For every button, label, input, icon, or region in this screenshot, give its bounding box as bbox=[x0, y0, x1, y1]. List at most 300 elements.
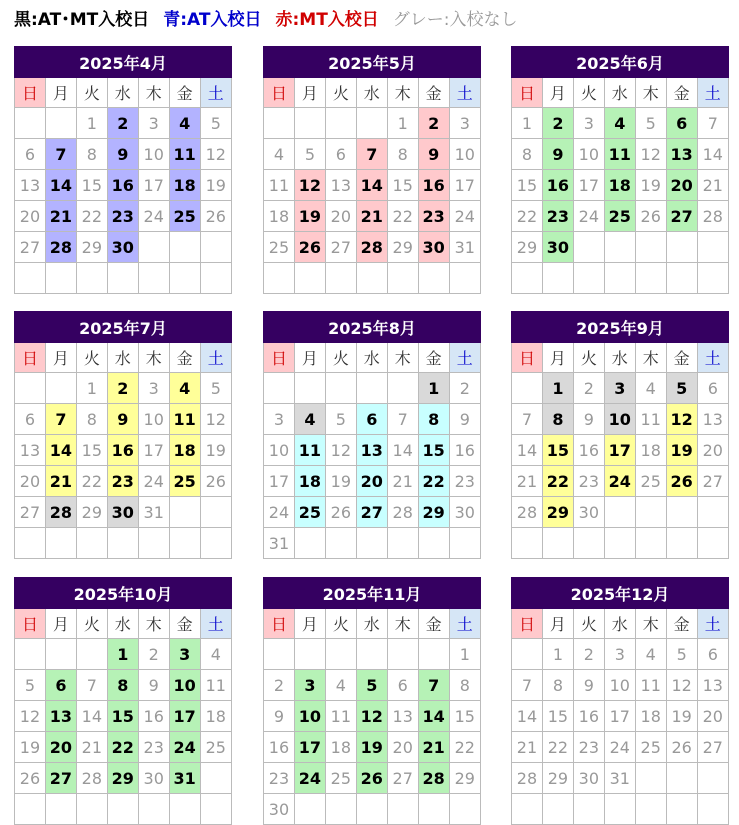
day-cell: 10 bbox=[573, 139, 604, 170]
day-cell: 22 bbox=[512, 201, 543, 232]
legend bbox=[14, 6, 532, 34]
day-cell: 18 bbox=[635, 435, 666, 466]
legend-item: 青:AT入校日 bbox=[163, 10, 262, 30]
day-cell: 11 bbox=[169, 404, 200, 435]
day-cell: 20 bbox=[697, 435, 728, 466]
day-cell: 6 bbox=[666, 108, 697, 139]
day-cell: 16 bbox=[573, 435, 604, 466]
day-cell: 4 bbox=[635, 373, 666, 404]
day-cell: 4 bbox=[325, 670, 356, 701]
day-cell: 6 bbox=[356, 404, 387, 435]
day-cell: 7 bbox=[512, 404, 543, 435]
weekday-header: 木 bbox=[387, 78, 418, 108]
weekday-header: 土 bbox=[200, 343, 231, 373]
weekday-header: 水 bbox=[107, 78, 138, 108]
day-cell: 23 bbox=[418, 201, 449, 232]
day-cell: 2 bbox=[264, 670, 295, 701]
weekday-header: 金 bbox=[666, 343, 697, 373]
day-cell bbox=[325, 528, 356, 559]
day-cell bbox=[138, 232, 169, 263]
day-cell: 29 bbox=[542, 763, 573, 794]
day-cell: 12 bbox=[635, 139, 666, 170]
day-cell: 24 bbox=[573, 201, 604, 232]
weekday-header: 火 bbox=[76, 343, 107, 373]
day-cell bbox=[138, 794, 169, 825]
month-title: 2025年10月 bbox=[15, 578, 232, 609]
day-cell: 18 bbox=[294, 466, 325, 497]
day-cell bbox=[666, 232, 697, 263]
day-cell: 28 bbox=[387, 497, 418, 528]
day-cell: 14 bbox=[697, 139, 728, 170]
month-title: 2025年8月 bbox=[264, 312, 481, 343]
day-cell: 14 bbox=[387, 435, 418, 466]
day-cell bbox=[76, 794, 107, 825]
day-cell bbox=[666, 497, 697, 528]
day-cell: 18 bbox=[264, 201, 295, 232]
day-cell bbox=[387, 528, 418, 559]
day-cell: 30 bbox=[138, 763, 169, 794]
day-cell: 28 bbox=[76, 763, 107, 794]
day-cell: 15 bbox=[107, 701, 138, 732]
day-cell: 22 bbox=[387, 201, 418, 232]
month-title: 2025年11月 bbox=[264, 578, 481, 609]
day-cell: 27 bbox=[356, 497, 387, 528]
day-cell: 31 bbox=[169, 763, 200, 794]
day-cell bbox=[294, 108, 325, 139]
month-calendar bbox=[511, 577, 729, 825]
weekday-header: 木 bbox=[138, 343, 169, 373]
day-cell: 24 bbox=[449, 201, 480, 232]
day-cell: 25 bbox=[635, 732, 666, 763]
day-cell bbox=[107, 794, 138, 825]
day-cell bbox=[45, 528, 76, 559]
month-calendar bbox=[511, 46, 729, 294]
weekday-header: 土 bbox=[449, 609, 480, 639]
day-cell: 9 bbox=[542, 139, 573, 170]
day-cell: 16 bbox=[573, 701, 604, 732]
day-cell: 2 bbox=[107, 108, 138, 139]
day-cell: 12 bbox=[200, 139, 231, 170]
day-cell: 22 bbox=[107, 732, 138, 763]
legend-item: 赤:MT入校日 bbox=[275, 10, 379, 30]
day-cell: 14 bbox=[356, 170, 387, 201]
day-cell bbox=[635, 794, 666, 825]
day-cell bbox=[542, 794, 573, 825]
day-cell: 7 bbox=[418, 670, 449, 701]
day-cell bbox=[666, 528, 697, 559]
day-cell bbox=[356, 108, 387, 139]
day-cell bbox=[697, 232, 728, 263]
day-cell: 2 bbox=[573, 373, 604, 404]
weekday-header: 日 bbox=[264, 78, 295, 108]
day-cell: 16 bbox=[107, 435, 138, 466]
day-cell: 13 bbox=[387, 701, 418, 732]
weekday-header: 水 bbox=[604, 78, 635, 108]
day-cell: 23 bbox=[449, 466, 480, 497]
day-cell: 27 bbox=[697, 466, 728, 497]
day-cell: 28 bbox=[418, 763, 449, 794]
day-cell bbox=[45, 263, 76, 294]
day-cell: 6 bbox=[45, 670, 76, 701]
day-cell: 19 bbox=[356, 732, 387, 763]
day-cell: 12 bbox=[356, 701, 387, 732]
day-cell: 25 bbox=[264, 232, 295, 263]
day-cell bbox=[573, 263, 604, 294]
weekday-header: 水 bbox=[107, 609, 138, 639]
day-cell: 4 bbox=[169, 373, 200, 404]
day-cell: 18 bbox=[169, 435, 200, 466]
day-cell: 24 bbox=[138, 201, 169, 232]
day-cell: 5 bbox=[666, 639, 697, 670]
day-cell bbox=[604, 794, 635, 825]
day-cell: 9 bbox=[573, 404, 604, 435]
day-cell: 22 bbox=[542, 466, 573, 497]
day-cell: 30 bbox=[418, 232, 449, 263]
day-cell bbox=[356, 528, 387, 559]
day-cell bbox=[200, 263, 231, 294]
day-cell: 28 bbox=[45, 497, 76, 528]
day-cell bbox=[294, 263, 325, 294]
day-cell: 16 bbox=[138, 701, 169, 732]
day-cell: 3 bbox=[169, 639, 200, 670]
day-cell: 8 bbox=[76, 139, 107, 170]
weekday-header: 木 bbox=[635, 78, 666, 108]
day-cell: 6 bbox=[325, 139, 356, 170]
day-cell: 4 bbox=[635, 639, 666, 670]
day-cell: 6 bbox=[15, 139, 46, 170]
day-cell: 5 bbox=[200, 373, 231, 404]
day-cell bbox=[294, 373, 325, 404]
day-cell bbox=[325, 794, 356, 825]
day-cell bbox=[45, 108, 76, 139]
day-cell: 24 bbox=[604, 732, 635, 763]
day-cell: 3 bbox=[604, 639, 635, 670]
day-cell: 8 bbox=[418, 404, 449, 435]
day-cell: 29 bbox=[449, 763, 480, 794]
day-cell bbox=[512, 373, 543, 404]
day-cell: 26 bbox=[666, 732, 697, 763]
day-cell: 7 bbox=[76, 670, 107, 701]
day-cell: 6 bbox=[15, 404, 46, 435]
day-cell bbox=[697, 794, 728, 825]
day-cell: 8 bbox=[76, 404, 107, 435]
day-cell bbox=[356, 263, 387, 294]
day-cell: 29 bbox=[76, 497, 107, 528]
day-cell: 11 bbox=[635, 670, 666, 701]
day-cell bbox=[418, 528, 449, 559]
day-cell: 13 bbox=[697, 670, 728, 701]
day-cell bbox=[697, 263, 728, 294]
day-cell: 8 bbox=[542, 404, 573, 435]
day-cell bbox=[15, 263, 46, 294]
weekday-header: 月 bbox=[294, 343, 325, 373]
day-cell: 28 bbox=[356, 232, 387, 263]
day-cell: 28 bbox=[45, 232, 76, 263]
day-cell: 9 bbox=[573, 670, 604, 701]
weekday-header: 火 bbox=[325, 343, 356, 373]
day-cell: 30 bbox=[573, 497, 604, 528]
day-cell: 29 bbox=[512, 232, 543, 263]
day-cell: 27 bbox=[325, 232, 356, 263]
day-cell: 7 bbox=[512, 670, 543, 701]
legend-item: グレー:入校なし bbox=[392, 10, 518, 30]
month-calendar bbox=[14, 577, 232, 825]
day-cell: 15 bbox=[418, 435, 449, 466]
day-cell bbox=[697, 497, 728, 528]
day-cell: 9 bbox=[264, 701, 295, 732]
day-cell: 14 bbox=[512, 701, 543, 732]
month-calendar bbox=[14, 311, 232, 559]
day-cell: 1 bbox=[387, 108, 418, 139]
day-cell: 12 bbox=[325, 435, 356, 466]
day-cell: 25 bbox=[200, 732, 231, 763]
day-cell: 18 bbox=[635, 701, 666, 732]
day-cell: 18 bbox=[604, 170, 635, 201]
day-cell: 19 bbox=[294, 201, 325, 232]
weekday-header: 土 bbox=[200, 609, 231, 639]
day-cell: 13 bbox=[45, 701, 76, 732]
day-cell bbox=[15, 794, 46, 825]
day-cell: 1 bbox=[542, 373, 573, 404]
day-cell bbox=[169, 497, 200, 528]
day-cell: 25 bbox=[169, 201, 200, 232]
weekday-header: 日 bbox=[264, 609, 295, 639]
day-cell: 20 bbox=[45, 732, 76, 763]
day-cell bbox=[200, 763, 231, 794]
day-cell: 17 bbox=[169, 701, 200, 732]
day-cell: 7 bbox=[387, 404, 418, 435]
day-cell bbox=[512, 639, 543, 670]
day-cell bbox=[169, 528, 200, 559]
day-cell: 22 bbox=[449, 732, 480, 763]
day-cell bbox=[76, 639, 107, 670]
day-cell: 19 bbox=[635, 170, 666, 201]
day-cell: 4 bbox=[169, 108, 200, 139]
day-cell bbox=[45, 373, 76, 404]
day-cell: 2 bbox=[418, 108, 449, 139]
day-cell bbox=[138, 263, 169, 294]
day-cell: 29 bbox=[418, 497, 449, 528]
day-cell: 8 bbox=[512, 139, 543, 170]
weekday-header: 月 bbox=[542, 78, 573, 108]
day-cell bbox=[356, 639, 387, 670]
day-cell: 1 bbox=[76, 108, 107, 139]
day-cell: 3 bbox=[573, 108, 604, 139]
day-cell: 5 bbox=[356, 670, 387, 701]
day-cell: 24 bbox=[169, 732, 200, 763]
day-cell: 17 bbox=[449, 170, 480, 201]
day-cell: 8 bbox=[449, 670, 480, 701]
day-cell: 27 bbox=[697, 732, 728, 763]
day-cell: 5 bbox=[666, 373, 697, 404]
day-cell bbox=[264, 373, 295, 404]
weekday-header: 金 bbox=[169, 609, 200, 639]
day-cell: 21 bbox=[356, 201, 387, 232]
day-cell bbox=[356, 373, 387, 404]
day-cell: 26 bbox=[200, 466, 231, 497]
day-cell: 17 bbox=[294, 732, 325, 763]
day-cell bbox=[15, 108, 46, 139]
day-cell bbox=[512, 528, 543, 559]
day-cell bbox=[512, 263, 543, 294]
day-cell: 15 bbox=[542, 701, 573, 732]
day-cell: 26 bbox=[15, 763, 46, 794]
day-cell: 21 bbox=[512, 466, 543, 497]
day-cell: 13 bbox=[15, 170, 46, 201]
weekday-header: 火 bbox=[573, 609, 604, 639]
day-cell: 4 bbox=[200, 639, 231, 670]
day-cell bbox=[294, 528, 325, 559]
day-cell: 28 bbox=[512, 497, 543, 528]
weekday-header: 水 bbox=[107, 343, 138, 373]
day-cell bbox=[635, 232, 666, 263]
day-cell: 5 bbox=[200, 108, 231, 139]
day-cell bbox=[107, 263, 138, 294]
day-cell: 20 bbox=[356, 466, 387, 497]
day-cell: 25 bbox=[169, 466, 200, 497]
weekday-header: 日 bbox=[512, 78, 543, 108]
day-cell: 1 bbox=[418, 373, 449, 404]
day-cell: 4 bbox=[294, 404, 325, 435]
day-cell: 19 bbox=[200, 435, 231, 466]
day-cell bbox=[325, 639, 356, 670]
month-title: 2025年4月 bbox=[15, 47, 232, 78]
day-cell: 10 bbox=[264, 435, 295, 466]
day-cell bbox=[169, 794, 200, 825]
day-cell: 19 bbox=[15, 732, 46, 763]
day-cell: 14 bbox=[45, 170, 76, 201]
month-title: 2025年6月 bbox=[512, 47, 729, 78]
day-cell: 17 bbox=[604, 701, 635, 732]
day-cell: 21 bbox=[512, 732, 543, 763]
day-cell: 26 bbox=[356, 763, 387, 794]
day-cell: 14 bbox=[418, 701, 449, 732]
day-cell: 18 bbox=[325, 732, 356, 763]
day-cell bbox=[15, 528, 46, 559]
weekday-header: 水 bbox=[356, 78, 387, 108]
day-cell: 31 bbox=[264, 528, 295, 559]
day-cell: 3 bbox=[604, 373, 635, 404]
day-cell bbox=[45, 794, 76, 825]
day-cell: 20 bbox=[387, 732, 418, 763]
day-cell: 13 bbox=[325, 170, 356, 201]
day-cell bbox=[542, 528, 573, 559]
day-cell bbox=[418, 263, 449, 294]
day-cell: 2 bbox=[573, 639, 604, 670]
day-cell bbox=[107, 528, 138, 559]
month-calendar bbox=[511, 311, 729, 559]
day-cell: 7 bbox=[697, 108, 728, 139]
day-cell: 29 bbox=[387, 232, 418, 263]
day-cell: 3 bbox=[264, 404, 295, 435]
weekday-header: 金 bbox=[418, 78, 449, 108]
day-cell bbox=[169, 263, 200, 294]
weekday-header: 木 bbox=[387, 343, 418, 373]
day-cell: 20 bbox=[697, 701, 728, 732]
weekday-header: 木 bbox=[138, 609, 169, 639]
weekday-header: 月 bbox=[294, 78, 325, 108]
day-cell bbox=[76, 263, 107, 294]
day-cell: 23 bbox=[573, 732, 604, 763]
day-cell: 16 bbox=[542, 170, 573, 201]
day-cell: 19 bbox=[325, 466, 356, 497]
weekday-header: 金 bbox=[418, 609, 449, 639]
day-cell: 12 bbox=[666, 404, 697, 435]
day-cell bbox=[635, 497, 666, 528]
day-cell: 23 bbox=[107, 466, 138, 497]
day-cell: 12 bbox=[200, 404, 231, 435]
day-cell bbox=[325, 373, 356, 404]
day-cell: 11 bbox=[325, 701, 356, 732]
day-cell bbox=[200, 528, 231, 559]
weekday-header: 日 bbox=[512, 609, 543, 639]
day-cell: 30 bbox=[264, 794, 295, 825]
weekday-header: 月 bbox=[542, 609, 573, 639]
day-cell: 2 bbox=[138, 639, 169, 670]
day-cell: 9 bbox=[418, 139, 449, 170]
day-cell: 16 bbox=[418, 170, 449, 201]
weekday-header: 土 bbox=[697, 609, 728, 639]
day-cell: 15 bbox=[449, 701, 480, 732]
day-cell bbox=[356, 794, 387, 825]
day-cell: 14 bbox=[512, 435, 543, 466]
day-cell: 11 bbox=[200, 670, 231, 701]
day-cell bbox=[573, 794, 604, 825]
day-cell: 20 bbox=[325, 201, 356, 232]
day-cell: 30 bbox=[107, 232, 138, 263]
day-cell: 11 bbox=[604, 139, 635, 170]
day-cell: 23 bbox=[107, 201, 138, 232]
day-cell: 11 bbox=[264, 170, 295, 201]
day-cell: 29 bbox=[107, 763, 138, 794]
day-cell: 29 bbox=[76, 232, 107, 263]
day-cell: 30 bbox=[449, 497, 480, 528]
day-cell: 24 bbox=[294, 763, 325, 794]
day-cell: 8 bbox=[387, 139, 418, 170]
day-cell: 21 bbox=[45, 201, 76, 232]
day-cell: 26 bbox=[635, 201, 666, 232]
day-cell: 11 bbox=[294, 435, 325, 466]
day-cell: 27 bbox=[15, 497, 46, 528]
day-cell: 15 bbox=[542, 435, 573, 466]
day-cell bbox=[449, 528, 480, 559]
day-cell: 28 bbox=[697, 201, 728, 232]
day-cell: 9 bbox=[107, 404, 138, 435]
day-cell: 5 bbox=[635, 108, 666, 139]
day-cell: 13 bbox=[697, 404, 728, 435]
day-cell bbox=[635, 528, 666, 559]
day-cell: 20 bbox=[666, 170, 697, 201]
weekday-header: 土 bbox=[697, 343, 728, 373]
day-cell bbox=[387, 639, 418, 670]
day-cell bbox=[512, 794, 543, 825]
weekday-header: 土 bbox=[449, 343, 480, 373]
day-cell: 10 bbox=[604, 404, 635, 435]
day-cell bbox=[138, 528, 169, 559]
day-cell: 10 bbox=[138, 139, 169, 170]
day-cell: 4 bbox=[264, 139, 295, 170]
weekday-header: 月 bbox=[45, 343, 76, 373]
day-cell bbox=[449, 794, 480, 825]
day-cell bbox=[325, 108, 356, 139]
day-cell: 25 bbox=[604, 201, 635, 232]
day-cell: 7 bbox=[45, 139, 76, 170]
month-calendar bbox=[14, 46, 232, 294]
day-cell: 6 bbox=[387, 670, 418, 701]
day-cell: 13 bbox=[666, 139, 697, 170]
day-cell: 23 bbox=[264, 763, 295, 794]
day-cell: 30 bbox=[573, 763, 604, 794]
